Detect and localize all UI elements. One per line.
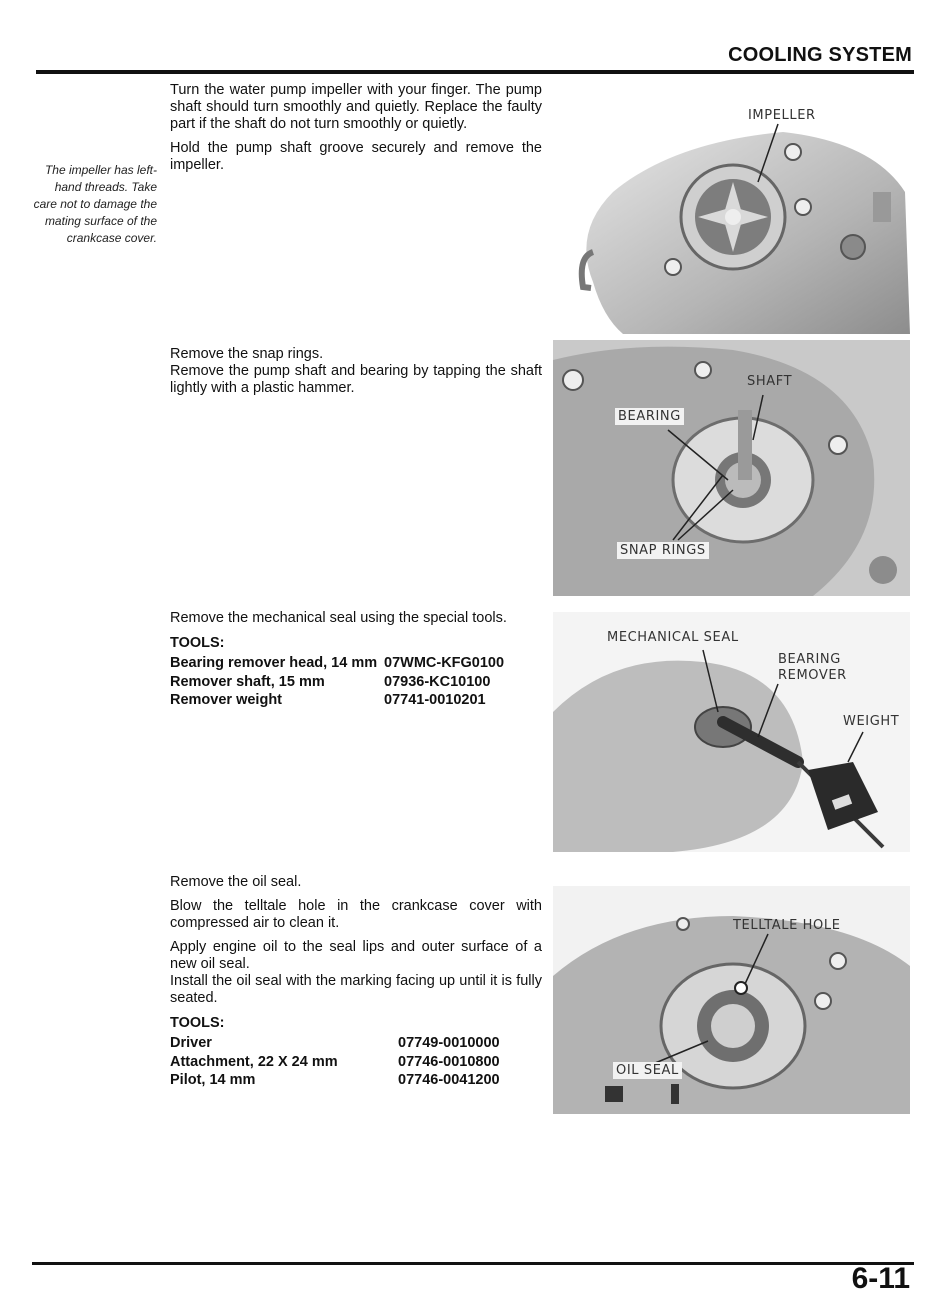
mechanical-seal-illustration [553,612,910,852]
mechanical-seal-label: MECHANICAL SEAL [607,630,739,645]
step-shaft-bearing-text: Remove the pump shaft and bearing by tapping the shaft lightly with a plastic hammer. [170,363,542,396]
tools-heading: TOOLS: [170,635,225,651]
oil-seal-label: OIL SEAL [613,1062,682,1079]
snap-rings-label: SNAP RINGS [617,542,709,559]
side-note: The impeller has left-hand threads. Take care not to damage the mating surface of the crankcase cover. [33,163,157,245]
tool-part-number: 07749-0010000 [398,1035,500,1051]
impeller-illustration [553,82,910,334]
footer-rule [32,1262,914,1265]
shaft-bearing-photo [553,340,910,596]
tool-row [170,691,542,710]
tool-row [170,1053,542,1072]
tool-row [170,654,542,673]
tool-name: Remover shaft, 15 mm [170,673,325,690]
tool-part-number: 07746-0010800 [398,1053,500,1070]
step-snap-rings-text: Remove the snap rings. [170,346,324,362]
impeller-photo [553,82,910,334]
tool-part-number: 07746-0041200 [398,1072,500,1088]
step-impeller-check-text: Turn the water pump impeller with your finger. The pump shaft should turn smoothly and quietly. Replace the faulty part if the shaft do not turn smoothly or quietly. [170,82,542,132]
tool-name: Attachment, 22 X 24 mm [170,1053,338,1070]
telltale-hole-label: TELLTALE HOLE [733,918,841,933]
bearing-remover-label-line1: BEARING [778,652,841,667]
step-telltale-text: Blow the telltale hole in the crankcase cover with compressed air to clean it. [170,898,542,931]
page-number: 6-11 [851,1262,910,1295]
step-impeller-check [170,82,542,181]
oil-seal-illustration [553,886,910,1114]
shaft-label: SHAFT [747,374,793,389]
oil-seal-photo [553,886,910,1114]
impeller-label: IMPELLER [748,108,816,123]
tool-name: Remover weight [170,692,282,708]
header-rule [36,70,914,74]
section-title: COOLING SYSTEM [728,44,912,66]
step-impeller-remove-text: Hold the pump shaft groove securely and remove the impeller. [170,140,542,173]
tool-name: Pilot, 14 mm [170,1072,256,1088]
step-install-seal-text: Install the oil seal with the marking facing up until it is fully seated. [170,973,542,1006]
tool-row [170,673,542,692]
weight-label: WEIGHT [843,714,900,729]
step-remove-shaft [170,346,542,404]
tool-name: Driver [170,1035,212,1051]
step-oil-seal [170,874,542,1090]
step-mechanical-seal-text: Remove the mechanical seal using the special tools. [170,610,507,626]
tool-name: Bearing remover head, 14 mm [170,655,378,671]
bearing-label: BEARING [615,408,684,425]
bearing-remover-label-line2: REMOVER [778,668,847,683]
step-mechanical-seal [170,610,542,710]
step-remove-oil-seal-text: Remove the oil seal. [170,874,302,890]
tools-heading: TOOLS: [170,1015,225,1031]
tool-row [170,1034,542,1053]
mechanical-seal-photo [553,612,910,852]
shaft-bearing-illustration [553,340,910,596]
step-apply-oil-text: Apply engine oil to the seal lips and outer surface of a new oil seal. [170,939,542,972]
tool-part-number: 07936-KC10100 [384,673,491,690]
tool-part-number: 07WMC-KFG0100 [384,655,505,671]
tool-part-number: 07741-0010201 [384,692,486,708]
tool-row [170,1071,542,1090]
